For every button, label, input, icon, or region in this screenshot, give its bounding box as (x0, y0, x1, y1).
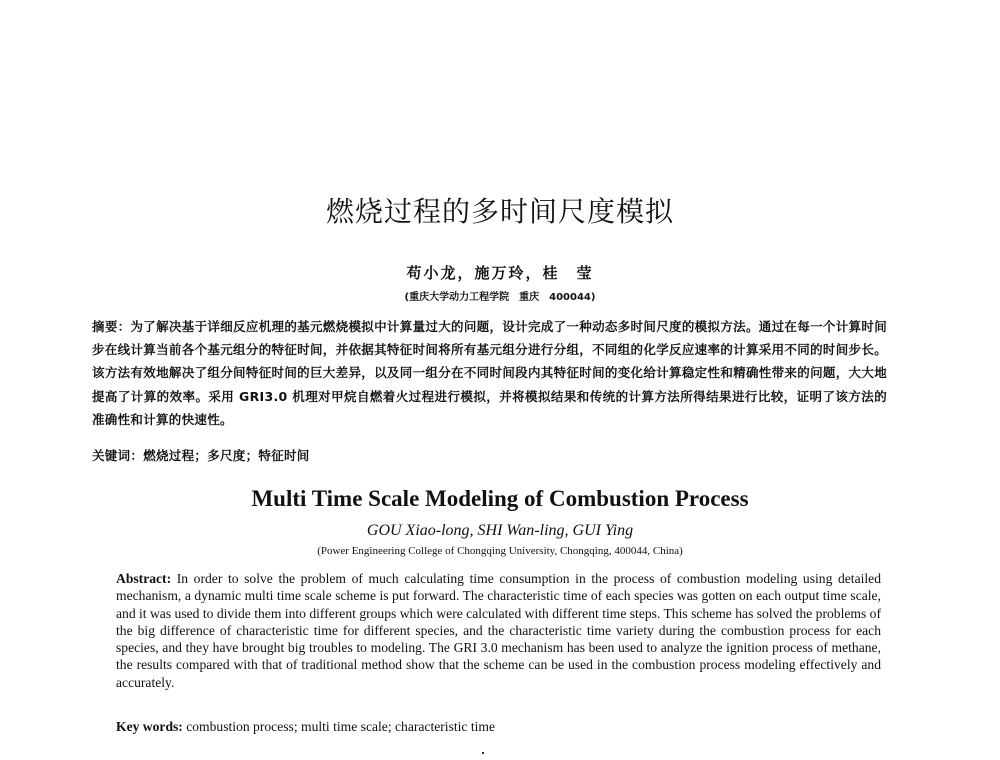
en-abstract (116, 570, 881, 691)
en-abstract-label: Abstract: (116, 571, 172, 586)
cn-abstract-text: 为了解决基于详细反应机理的基元燃烧模拟中计算量过大的问题，设计完成了一种动态多时间尺度的模拟方法。通过在每一个计算时间步在线计算当前各个基元组分的特征时间，并依据其特征时间将所有基元组分进行分组，不同组的化学反应速率的计算采用不同的时间步长。该方法有效地解决了组分间特征时间的巨大差异，以及同一组分在不同时间段内其特征时间的变化给计算稳定性和精确性带来的问题，大大地提高了计算的效率。采用 GRI3.0 机理对甲烷自燃着火过程进行模拟，并将模拟结果和传统的计算方法所得结果进行比较，证明了该方法的准确性和计算的快速性。 (92, 319, 887, 427)
en-abstract-text: In order to solve the problem of much calculating time consumption in the process of combustion modeling using detailed mechanism, a dynamic multi time scale scheme is put forward. The characteristic time of each species was gotten on each output time scale, and it was used to divide them into different groups which were calculated with different time steps. This scheme has solved the problems of the big difference of characteristic time for different species, and the characteristic time variety during the combustion process for each species, and they have brought big troubles to modeling. The GRI 3.0 mechanism has been used to analyze the ignition process of methane, the results compared with that of traditional method show that the scheme can be used in the combustion process modeling effectively and accurately. (116, 571, 881, 690)
cn-authors: 苟小龙，施万玲，桂 莹 (406, 264, 594, 282)
en-affiliation: (Power Engineering College of Chongqing University, Chongqing, 400044, China) (317, 545, 683, 557)
en-authors: GOU Xiao-long, SHI Wan-ling, GUI Ying (366, 522, 634, 539)
cn-abstract (92, 315, 887, 431)
cn-keywords-text: 燃烧过程；多尺度；特征时间 (143, 448, 310, 463)
en-keywords (116, 719, 881, 735)
cn-keywords-label: 关键词： (92, 448, 144, 463)
cn-abstract-label: 摘要： (92, 319, 131, 334)
page-dot (482, 752, 484, 754)
cn-affiliation: (重庆大学动力工程学院 重庆 400044) (404, 292, 596, 303)
cn-title: 燃烧过程的多时间尺度模拟 (325, 195, 674, 228)
cn-keywords (92, 446, 887, 464)
en-keywords-text: combustion process; multi time scale; characteristic time (182, 719, 496, 734)
en-title: Multi Time Scale Modeling of Combustion Process (251, 486, 749, 511)
en-keywords-label: Key words: (116, 719, 183, 734)
